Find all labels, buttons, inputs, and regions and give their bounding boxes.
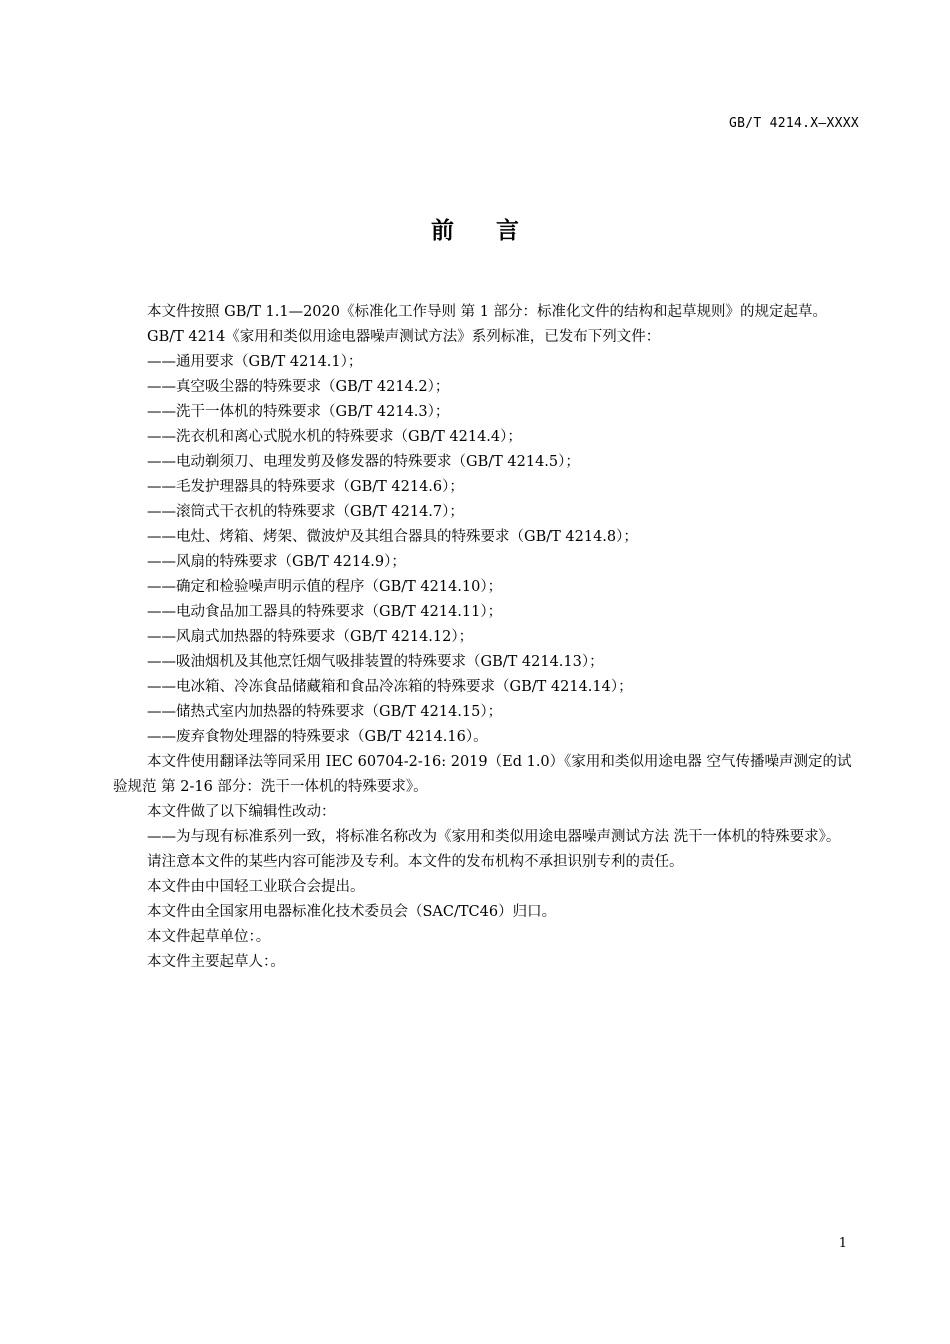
list-item: ——毛发护理器具的特殊要求（GB/T 4214.6）；	[147, 479, 464, 495]
list-item: ——洗衣机和离心式脱水机的特殊要求（GB/T 4214.4）；	[147, 429, 522, 445]
list-item: ——风扇的特殊要求（GB/T 4214.9）；	[147, 554, 406, 570]
paragraph-proposed-by: 本文件由中国轻工业联合会提出。	[147, 879, 365, 895]
list-item: ——通用要求（GB/T 4214.1）；	[147, 354, 363, 370]
page-number: 1	[838, 1236, 847, 1251]
paragraph-adoption: 本文件使用翻译法等同采用 IEC 60704-2-16: 2019（Ed 1.0）《家用和类似用途电器 空气传播噪声测定的试验规范 第 2-16 部分：洗干一体机的特殊要求》。	[113, 754, 852, 795]
list-item: ——电动剃须刀、电理发剪及修发器的特殊要求（GB/T 4214.5）；	[147, 454, 580, 470]
list-item: ——洗干一体机的特殊要求（GB/T 4214.3）；	[147, 404, 450, 420]
list-item: ——电灶、烤箱、烤架、微波炉及其组合器具的特殊要求（GB/T 4214.8）；	[147, 529, 638, 545]
paragraph-drafting-rules: 本文件按照 GB/T 1.1—2020《标准化工作导则 第 1 部分：标准化文件的结构和起草规则》的规定起草。	[147, 304, 828, 320]
list-item: ——电动食品加工器具的特殊要求（GB/T 4214.11）；	[147, 604, 503, 620]
paragraph-main-drafters: 本文件主要起草人：。	[147, 954, 285, 970]
paragraph-series-intro: GB/T 4214《家用和类似用途电器噪声测试方法》系列标准，已发布下列文件：	[147, 329, 661, 345]
list-item: ——废弃食物处理器的特殊要求（GB/T 4214.16）。	[147, 729, 488, 745]
list-item: ——真空吸尘器的特殊要求（GB/T 4214.2）；	[147, 379, 450, 395]
paragraph-administered-by: 本文件由全国家用电器标准化技术委员会（SAC/TC46）归口。	[147, 904, 557, 920]
list-item: ——电冰箱、冷冻食品储藏箱和食品冷冻箱的特殊要求（GB/T 4214.14）；	[147, 679, 633, 695]
foreword-body	[113, 300, 861, 975]
list-item: ——确定和检验噪声明示值的程序（GB/T 4214.10）；	[147, 579, 503, 595]
list-item: ——风扇式加热器的特殊要求（GB/T 4214.12）；	[147, 629, 474, 645]
paragraph-drafting-units: 本文件起草单位：。	[147, 929, 271, 945]
list-item: ——储热式室内加热器的特殊要求（GB/T 4214.15）；	[147, 704, 503, 720]
paragraph-patent-notice: 请注意本文件的某些内容可能涉及专利。本文件的发布机构不承担识别专利的责任。	[147, 854, 684, 870]
standard-code: GB/T 4214.X—XXXX	[728, 116, 859, 131]
paragraph-name-change: ——为与现有标准系列一致，将标准名称改为《家用和类似用途电器噪声测试方法 洗干一体机的特殊要求》。	[147, 829, 841, 845]
list-item: ——滚筒式干衣机的特殊要求（GB/T 4214.7）；	[147, 504, 464, 520]
page-title: 前言	[431, 218, 561, 244]
paragraph-editorial-changes: 本文件做了以下编辑性改动：	[147, 804, 336, 820]
list-item: ——吸油烟机及其他烹饪烟气吸排装置的特殊要求（GB/T 4214.13）；	[147, 654, 604, 670]
published-parts-list	[113, 350, 861, 750]
